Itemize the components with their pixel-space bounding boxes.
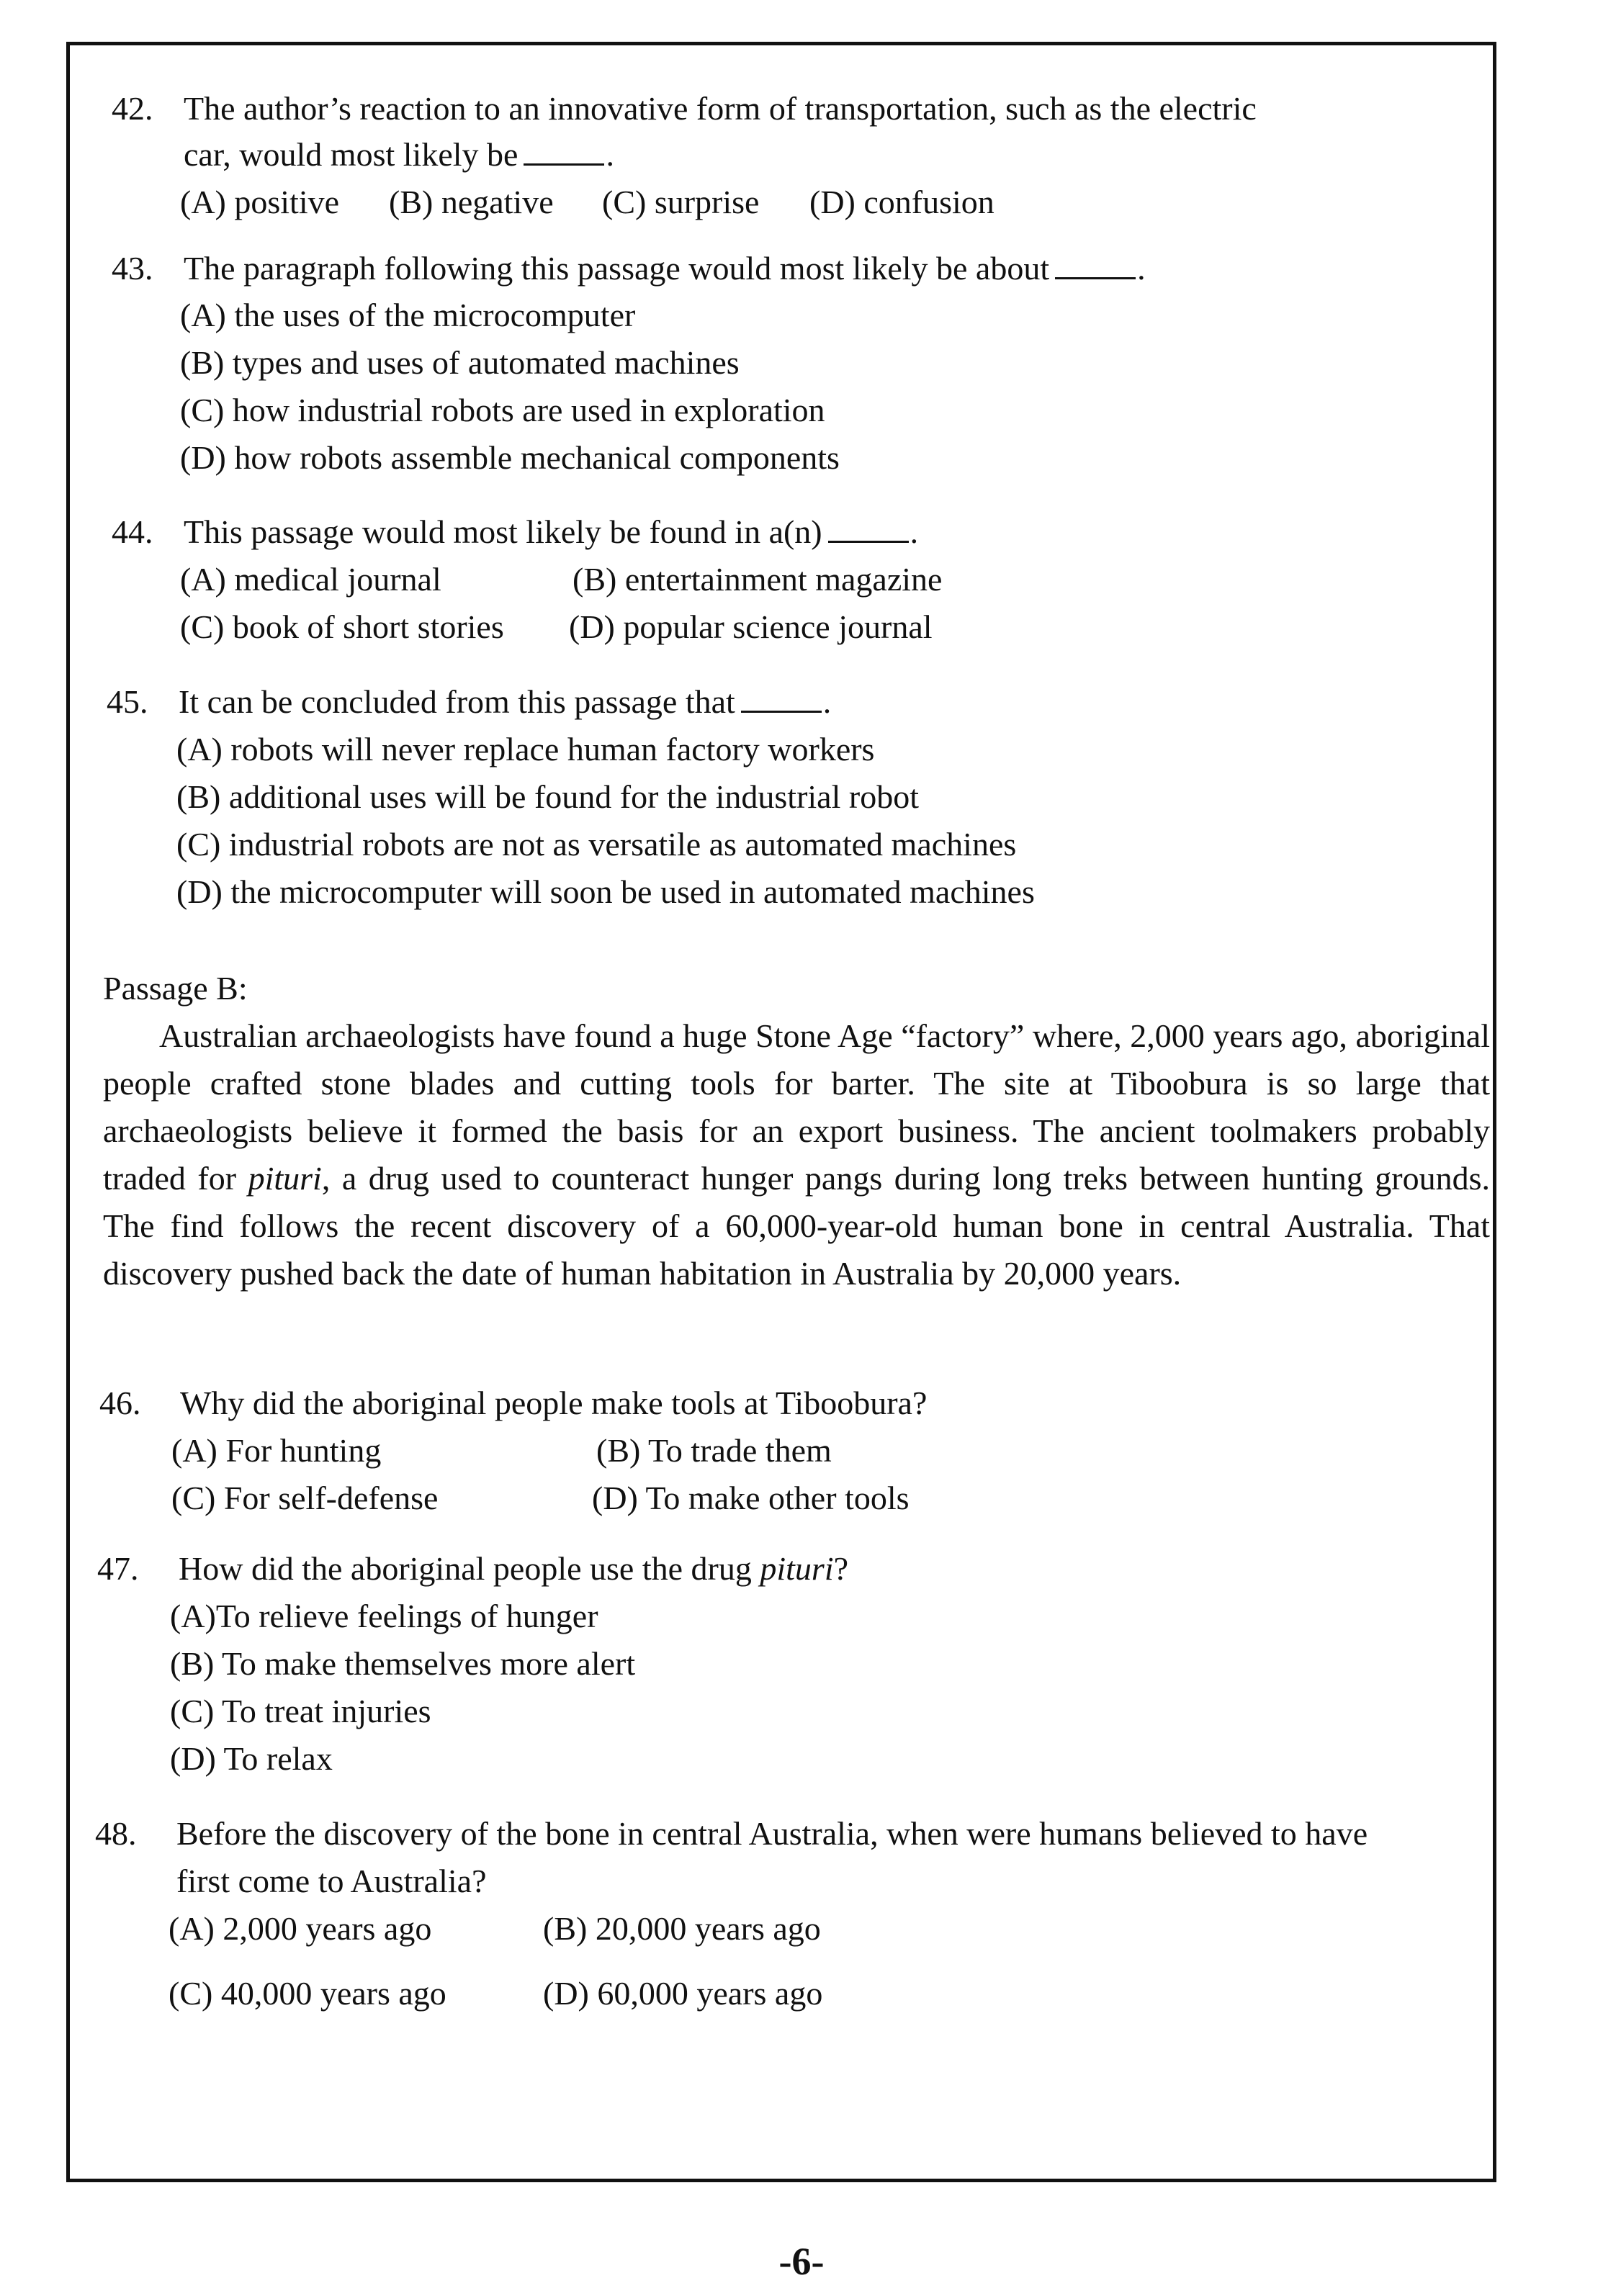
question-text: How did the aboriginal people use the drug pituri? — [179, 1550, 849, 1587]
question-number: 48. — [95, 1815, 137, 1852]
option-a: (A) robots will never replace human factory workers — [176, 731, 875, 767]
option-a: (A) 2,000 years ago — [169, 1910, 432, 1947]
option-d: (D) To make other tools — [592, 1480, 910, 1516]
question-text: car, would most likely be . — [184, 136, 614, 173]
option-a: (A) the uses of the microcomputer — [180, 297, 636, 333]
question-text: It can be concluded from this passage that . — [179, 683, 832, 720]
option-a: (A)To relieve feelings of hunger — [170, 1598, 598, 1634]
option-b: (B) To make themselves more alert — [170, 1645, 636, 1682]
question-text: The paragraph following this passage would most likely be about . — [184, 250, 1146, 287]
question-text: first come to Australia? — [176, 1863, 487, 1899]
option-d: (D) the microcomputer will soon be used in automated machines — [176, 873, 1035, 910]
option-d: (D) 60,000 years ago — [543, 1975, 823, 2012]
option-a: (A) For hunting — [171, 1432, 382, 1469]
question-text: The author’s reaction to an innovative form of transportation, such as the electric — [184, 90, 1257, 127]
option-b: (B) To trade them — [596, 1432, 832, 1469]
passage-heading: Passage B: — [103, 970, 248, 1007]
question-number: 46. — [99, 1385, 141, 1421]
option-c: (C) For self-defense — [171, 1480, 439, 1516]
option-a: (A) medical journal — [180, 561, 441, 598]
option-b: (B) additional uses will be found for the industrial robot — [176, 778, 919, 815]
option-b: (B) types and uses of automated machines — [180, 344, 740, 381]
answer-blank — [524, 135, 604, 166]
question-number: 45. — [107, 683, 148, 720]
option-c: (C) how industrial robots are used in exploration — [180, 392, 825, 428]
option-b: (B) 20,000 years ago — [543, 1910, 821, 1947]
option-d: (D) confusion — [809, 184, 994, 220]
answer-blank — [828, 512, 909, 543]
option-c: (C) To treat injuries — [170, 1693, 431, 1729]
question-number: 42. — [112, 90, 153, 127]
option-c: (C) book of short stories — [180, 608, 504, 645]
answer-blank — [1055, 248, 1136, 279]
option-d: (D) popular science journal — [569, 608, 933, 645]
option-b: (B) negative — [389, 184, 554, 220]
question-text: Before the discovery of the bone in central Australia, when were humans believed to have — [176, 1815, 1368, 1852]
option-a: (A) positive — [180, 184, 340, 220]
question-number: 43. — [112, 250, 153, 287]
option-b: (B) entertainment magazine — [572, 561, 943, 598]
passage-italic-term: pituri — [248, 1160, 322, 1197]
option-c: (C) surprise — [602, 184, 760, 220]
option-d: (D) how robots assemble mechanical components — [180, 439, 840, 476]
option-c: (C) industrial robots are not as versatile as automated machines — [176, 826, 1017, 863]
question-number: 44. — [112, 513, 153, 550]
option-c: (C) 40,000 years ago — [169, 1975, 446, 2012]
page-number: -6- — [778, 2240, 825, 2283]
answer-blank — [741, 682, 822, 713]
passage-body: Australian archaeologists have found a huge Stone Age “factory” where, 2,000 years ago, aboriginal people crafted stone blades and cutting tools for barter. The site at Tiboobura is so large that archaeologists believe it formed the basis for an export business. The ancient toolmakers probably traded for pituri, a drug used to counteract hunger pangs during long treks between hunting grounds. The find follows the recent discovery of a 60,000-year-old human bone in central Australia. That discovery pushed back the date of human habitation in Australia by 20,000 years. — [103, 1017, 1491, 1292]
option-d: (D) To relax — [170, 1740, 333, 1777]
question-text: This passage would most likely be found in a(n) . — [184, 513, 919, 550]
question-text: Why did the aboriginal people make tools at Tiboobura? — [180, 1385, 928, 1421]
question-number: 47. — [97, 1550, 139, 1587]
